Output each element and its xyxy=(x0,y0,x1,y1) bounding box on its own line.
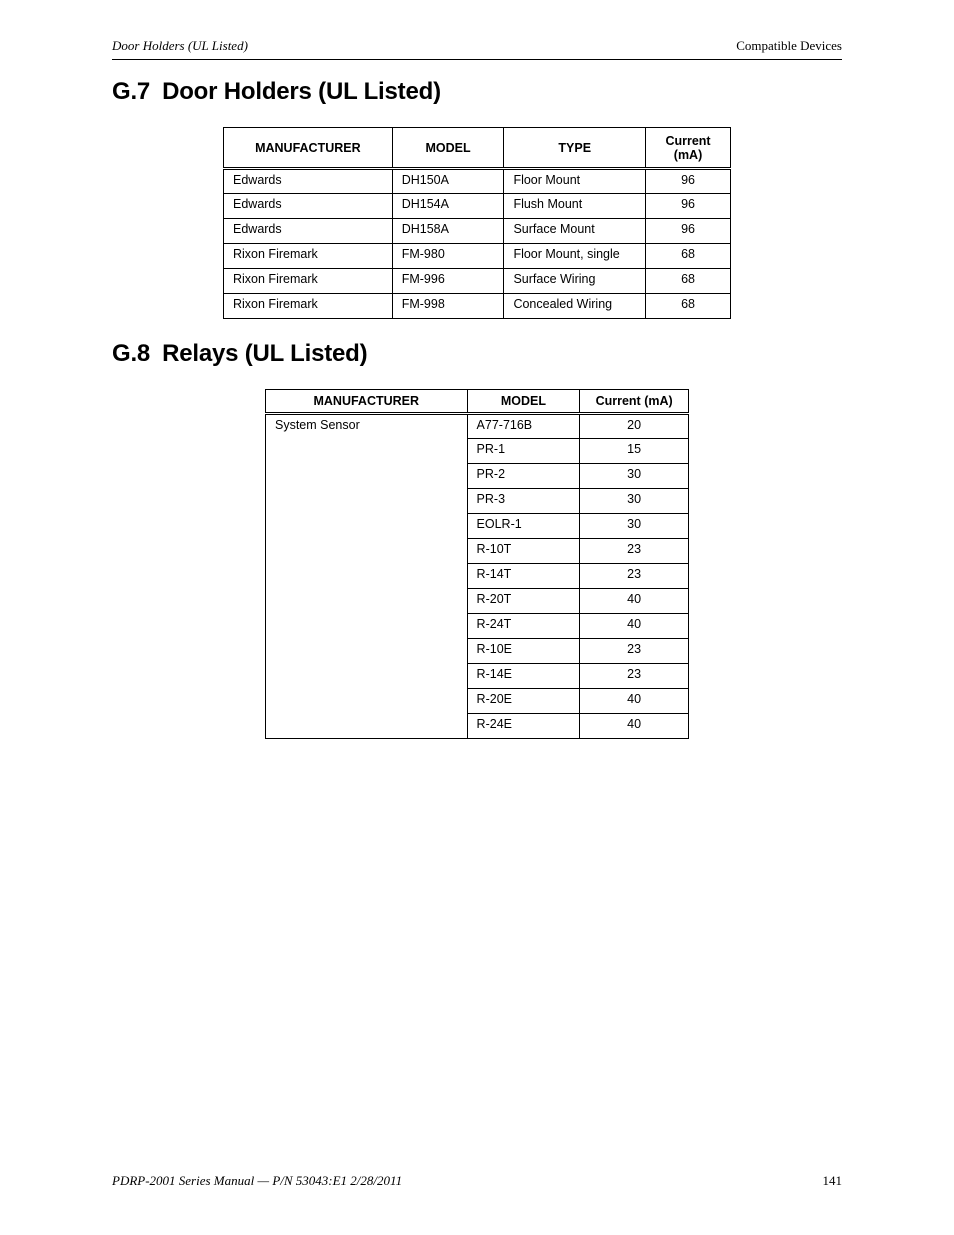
current-cell: 30 xyxy=(580,514,689,539)
manufacturer-cell: Rixon Firemark xyxy=(224,294,393,319)
model-cell: FM-980 xyxy=(392,244,504,269)
current-cell: 68 xyxy=(646,244,731,269)
table-row xyxy=(224,169,731,194)
current-cell: 68 xyxy=(646,269,731,294)
current-cell: 40 xyxy=(580,614,689,639)
table-row xyxy=(224,194,731,219)
type-cell: Surface Wiring xyxy=(504,269,646,294)
model-cell: EOLR-1 xyxy=(467,514,580,539)
section-title: Relays (UL Listed) xyxy=(162,340,368,367)
model-cell: R-14T xyxy=(467,564,580,589)
table-row xyxy=(224,269,731,294)
model-cell: DH154A xyxy=(392,194,504,219)
current-cell: 96 xyxy=(646,169,731,194)
manufacturer-cell: Edwards xyxy=(224,219,393,244)
current-cell: 40 xyxy=(580,689,689,714)
current-cell: 40 xyxy=(580,714,689,739)
model-cell: DH158A xyxy=(392,219,504,244)
manufacturer-cell: System Sensor xyxy=(266,414,468,739)
col-header: Current (mA) xyxy=(580,390,689,414)
table-header-row xyxy=(224,128,731,169)
section-number: G.7 xyxy=(112,78,151,105)
footer-part-number: P/N 53043:E1 2/28/2011 xyxy=(272,1173,403,1188)
col-header: MANUFACTURER xyxy=(224,128,393,169)
header-rule xyxy=(112,59,842,60)
model-cell: R-24T xyxy=(467,614,580,639)
model-cell: A77-716B xyxy=(467,414,580,439)
current-cell: 23 xyxy=(580,539,689,564)
col-header: MODEL xyxy=(467,390,580,414)
model-cell: DH150A xyxy=(392,169,504,194)
section-heading-g8 xyxy=(112,340,367,368)
current-cell: 23 xyxy=(580,664,689,689)
current-cell: 23 xyxy=(580,639,689,664)
manufacturer-cell: Edwards xyxy=(224,194,393,219)
current-cell: 15 xyxy=(580,439,689,464)
model-cell: PR-3 xyxy=(467,489,580,514)
model-cell: R-20T xyxy=(467,589,580,614)
model-cell: R-10E xyxy=(467,639,580,664)
model-cell: PR-1 xyxy=(467,439,580,464)
section-title: Door Holders (UL Listed) xyxy=(162,78,441,105)
col-header: Current (mA) xyxy=(646,128,731,169)
type-cell: Concealed Wiring xyxy=(504,294,646,319)
manufacturer-cell: Rixon Firemark xyxy=(224,244,393,269)
col-header: MANUFACTURER xyxy=(266,390,468,414)
type-cell: Floor Mount xyxy=(504,169,646,194)
manufacturer-cell: Rixon Firemark xyxy=(224,269,393,294)
manufacturer-cell: Edwards xyxy=(224,169,393,194)
type-cell: Floor Mount, single xyxy=(504,244,646,269)
model-cell: PR-2 xyxy=(467,464,580,489)
current-cell: 23 xyxy=(580,564,689,589)
current-cell: 40 xyxy=(580,589,689,614)
type-cell: Surface Mount xyxy=(504,219,646,244)
running-header-title: Door Holders (UL Listed) xyxy=(112,38,248,53)
relays-table xyxy=(265,389,689,739)
model-cell: R-10T xyxy=(467,539,580,564)
table-row xyxy=(224,219,731,244)
model-cell: FM-996 xyxy=(392,269,504,294)
current-cell: 30 xyxy=(580,464,689,489)
footer-manual xyxy=(112,1173,402,1189)
current-cell: 96 xyxy=(646,194,731,219)
model-cell: R-24E xyxy=(467,714,580,739)
col-header: MODEL xyxy=(392,128,504,169)
table-header-row xyxy=(266,390,689,414)
current-cell: 20 xyxy=(580,414,689,439)
model-cell: FM-998 xyxy=(392,294,504,319)
page-number: 141 xyxy=(822,1173,842,1188)
running-header-chapter: Compatible Devices xyxy=(736,38,842,53)
footer-manual-title: PDRP-2001 Series Manual — xyxy=(112,1173,270,1188)
current-cell: 96 xyxy=(646,219,731,244)
section-number: G.8 xyxy=(112,340,151,367)
current-cell: 30 xyxy=(580,489,689,514)
current-cell: 68 xyxy=(646,294,731,319)
door-holders-table xyxy=(223,127,731,319)
table-row xyxy=(266,414,689,439)
model-cell: R-20E xyxy=(467,689,580,714)
model-cell: R-14E xyxy=(467,664,580,689)
table-row xyxy=(224,294,731,319)
col-header: TYPE xyxy=(504,128,646,169)
type-cell: Flush Mount xyxy=(504,194,646,219)
section-heading-g7 xyxy=(112,78,441,106)
table-row xyxy=(224,244,731,269)
